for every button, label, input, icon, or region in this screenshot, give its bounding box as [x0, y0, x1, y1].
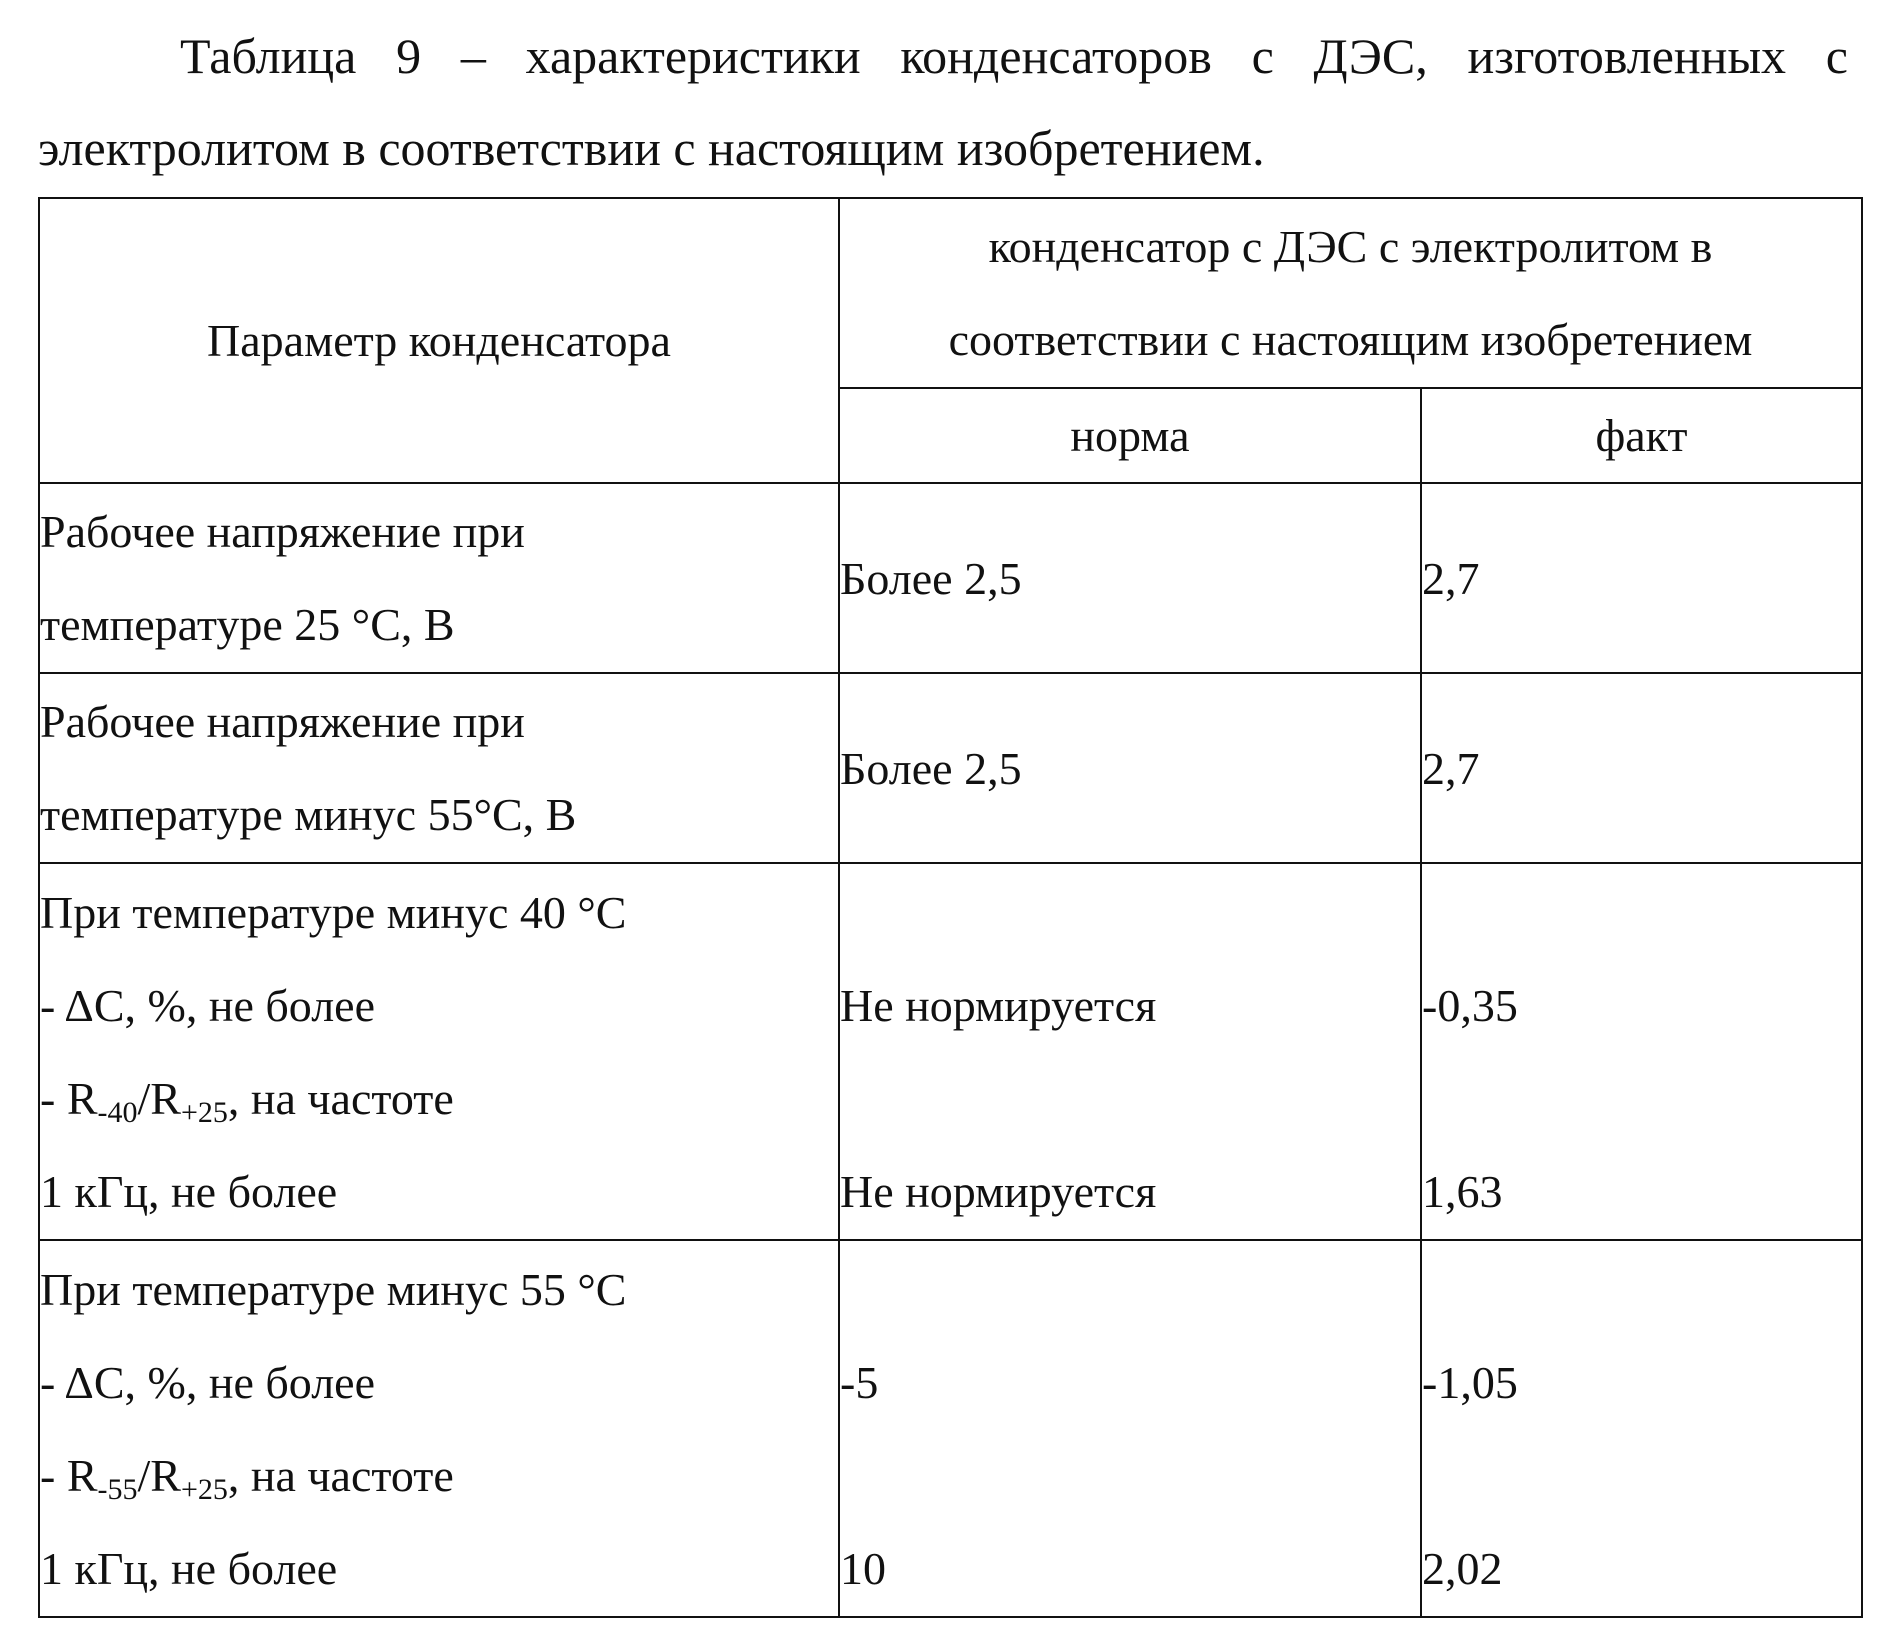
blank-line: [1422, 1243, 1861, 1336]
param-line: При температуре минус 55 °С: [40, 1263, 627, 1315]
param-r-suffix: , на частоте: [227, 1449, 454, 1501]
norm-cell: [839, 1240, 1421, 1617]
param-line: Рабочее напряжение при: [40, 506, 525, 557]
header-group-line-2: соответствии с настоящим изобретением: [948, 314, 1753, 365]
header-fact: факт: [1421, 388, 1862, 483]
fact-value: -1,05: [1422, 1356, 1518, 1408]
table-caption: Таблица 9 – характеристики конденсаторов с ДЭС, изготовленных с электролитом в соответствии с настоящим изобретением.: [38, 28, 1848, 176]
param-line: - ΔС, %, не более: [40, 1356, 375, 1408]
table-row: [39, 483, 1862, 673]
param-r-sub: -55: [97, 1472, 138, 1506]
param-line: 1 кГц, не более: [40, 1542, 338, 1594]
param-line: При температуре минус 40 °С: [40, 886, 627, 938]
header-row-1: [39, 198, 1862, 388]
param-r-prefix: - R: [40, 1449, 98, 1501]
fact-value: -0,35: [1422, 979, 1518, 1031]
norm-cell: Более 2,5: [839, 483, 1421, 673]
param-line: температуре 25 °С, В: [40, 599, 455, 650]
param-line: [40, 1052, 838, 1145]
param-r-prefix: - R: [40, 1072, 98, 1124]
param-line: 1 кГц, не более: [40, 1165, 338, 1217]
param-line: [40, 1429, 838, 1522]
fact-cell: [1421, 1240, 1862, 1617]
norm-value: -5: [840, 1356, 879, 1408]
param-r-mid: /R: [137, 1449, 181, 1501]
header-parameter: Параметр конденсатора: [39, 198, 839, 483]
fact-cell: 2,7: [1421, 673, 1862, 863]
header-norm: норма: [839, 388, 1421, 483]
fact-cell: [1421, 863, 1862, 1240]
norm-cell: [839, 863, 1421, 1240]
fact-cell: 2,7: [1421, 483, 1862, 673]
capacitor-characteristics-table: [38, 197, 1863, 1618]
fact-value: 2,02: [1422, 1542, 1503, 1594]
param-cell: [39, 673, 839, 863]
param-cell: [39, 1240, 839, 1617]
param-cell: [39, 483, 839, 673]
norm-value: Не нормируется: [840, 1165, 1157, 1217]
blank-line: [840, 1429, 1420, 1522]
norm-cell: Более 2,5: [839, 673, 1421, 863]
param-r-sub: -40: [97, 1095, 138, 1129]
blank-line: [1422, 866, 1861, 959]
param-line: - ΔС, %, не более: [40, 979, 375, 1031]
param-line: температуре минус 55°С, В: [40, 789, 577, 840]
norm-value: Не нормируется: [840, 979, 1157, 1031]
blank-line: [1422, 1429, 1861, 1522]
header-group: [839, 198, 1862, 388]
blank-line: [1422, 1052, 1861, 1145]
table-row: [39, 1240, 1862, 1617]
table-row: [39, 863, 1862, 1240]
param-r-sub: +25: [180, 1095, 228, 1129]
param-cell: [39, 863, 839, 1240]
param-r-suffix: , на частоте: [227, 1072, 454, 1124]
param-line: Рабочее напряжение при: [40, 696, 525, 747]
param-r-sub: +25: [180, 1472, 228, 1506]
blank-line: [840, 1243, 1420, 1336]
table-row: [39, 673, 1862, 863]
fact-value: 1,63: [1422, 1165, 1503, 1217]
blank-line: [840, 866, 1420, 959]
param-r-mid: /R: [137, 1072, 181, 1124]
header-group-line-1: конденсатор с ДЭС с электролитом в: [988, 221, 1713, 272]
blank-line: [840, 1052, 1420, 1145]
norm-value: 10: [840, 1542, 886, 1594]
